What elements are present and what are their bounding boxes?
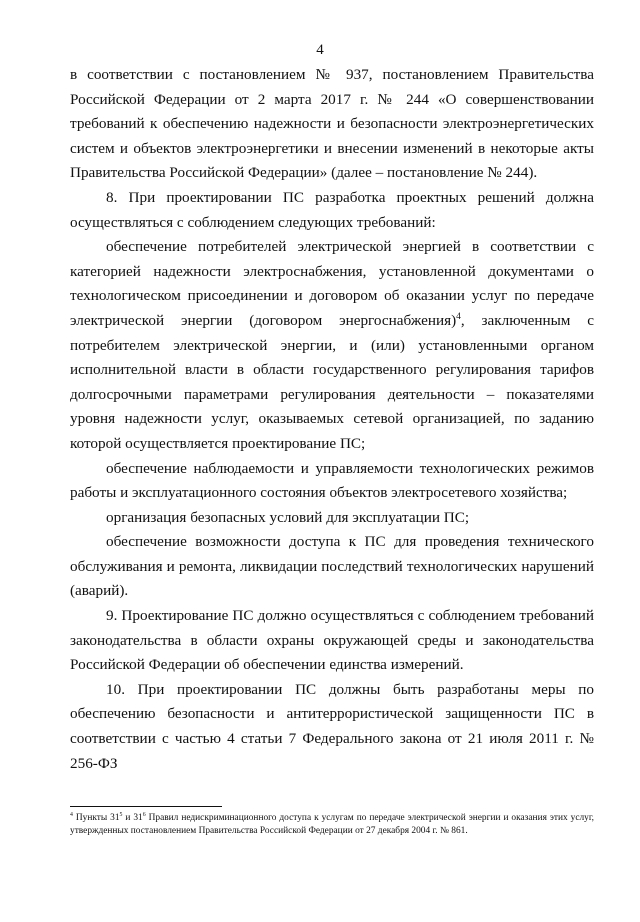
footnote-text: и 31 [122, 813, 143, 823]
paragraph-continuation: в соответствии с постановлением № 937, постановлением Правительства Российской Федерации от 2 марта 2017 г. № 244 «О совершенствовании требований к обеспечению надежности и безопасности электроэнергетических систем и объектов электроэнергетики и внесении изменений в некоторые акты Правительства Российской Федерации» (далее – постановление № 244). [70, 66, 594, 182]
document-body [70, 63, 594, 776]
footnote-separator [70, 806, 222, 807]
paragraph-text: обеспечение потребителей электрической энергией в соответствии с категорией надежности электроснабжения, установленной документами о технологическом присоединении и договором об оказании услуг по передаче электрической энергии (договором энергоснабжения) [70, 238, 594, 329]
paragraph-item-8: 8. При проектировании ПС разработка проектных решений должна осуществляться с соблюдением следующих требований: [70, 188, 594, 231]
footnote [70, 812, 594, 838]
paragraph-requirement-observability: обеспечение наблюдаемости и управляемости технологических режимов работы и эксплуатационного состояния объектов электросетевого хозяйства; [70, 459, 594, 502]
paragraph-item-9: 9. Проектирование ПС должно осуществляться с соблюдением требований законодательства в области охраны окружающей среды и законодательства Российской Федерации об обеспечении единства измерений. [70, 607, 594, 674]
footnote-reference[interactable]: 4 [456, 311, 461, 322]
paragraph-requirement-safety: организация безопасных условий для эксплуатации ПС; [106, 508, 470, 526]
page-number: 4 [316, 42, 324, 58]
footnote-text: Правил недискриминационного доступа к услугам по передаче электрической энергии и оказания этих услуг, утвержденных постановлением Правительства Российской Федерации от 27 декабря 2004 г. № 861. [70, 813, 594, 836]
footnote-mark: 4 [70, 811, 73, 818]
paragraph-item-10: 10. При проектировании ПС должны быть разработаны меры по обеспечению безопасности и антитеррористической защищенности ПС в соответствии с частью 4 статьи 7 Федерального закона от 21 июля 2011 г. № 256-ФЗ [70, 680, 594, 772]
footnote-superscript: 5 [119, 811, 123, 818]
paragraph-requirement-access: обеспечение возможности доступа к ПС для проведения технического обслуживания и ремонта, ликвидации последствий технологических нарушений (аварий). [70, 533, 594, 600]
paragraph-text: , заключенным с потребителем электрической энергии, и (или) установленными органом исполнительной власти в области государственного регулирования тарифов долгосрочными параметрами регулирования деятельности – показателями уровня надежности услуг, оказываемых сетевой организацией, по заданию которой осуществляется проектирование ПС; [70, 311, 594, 452]
footnote-superscript: 6 [142, 811, 146, 818]
paragraph-requirement-reliability [70, 235, 594, 456]
footnote-text: Пункты 31 [72, 813, 120, 823]
